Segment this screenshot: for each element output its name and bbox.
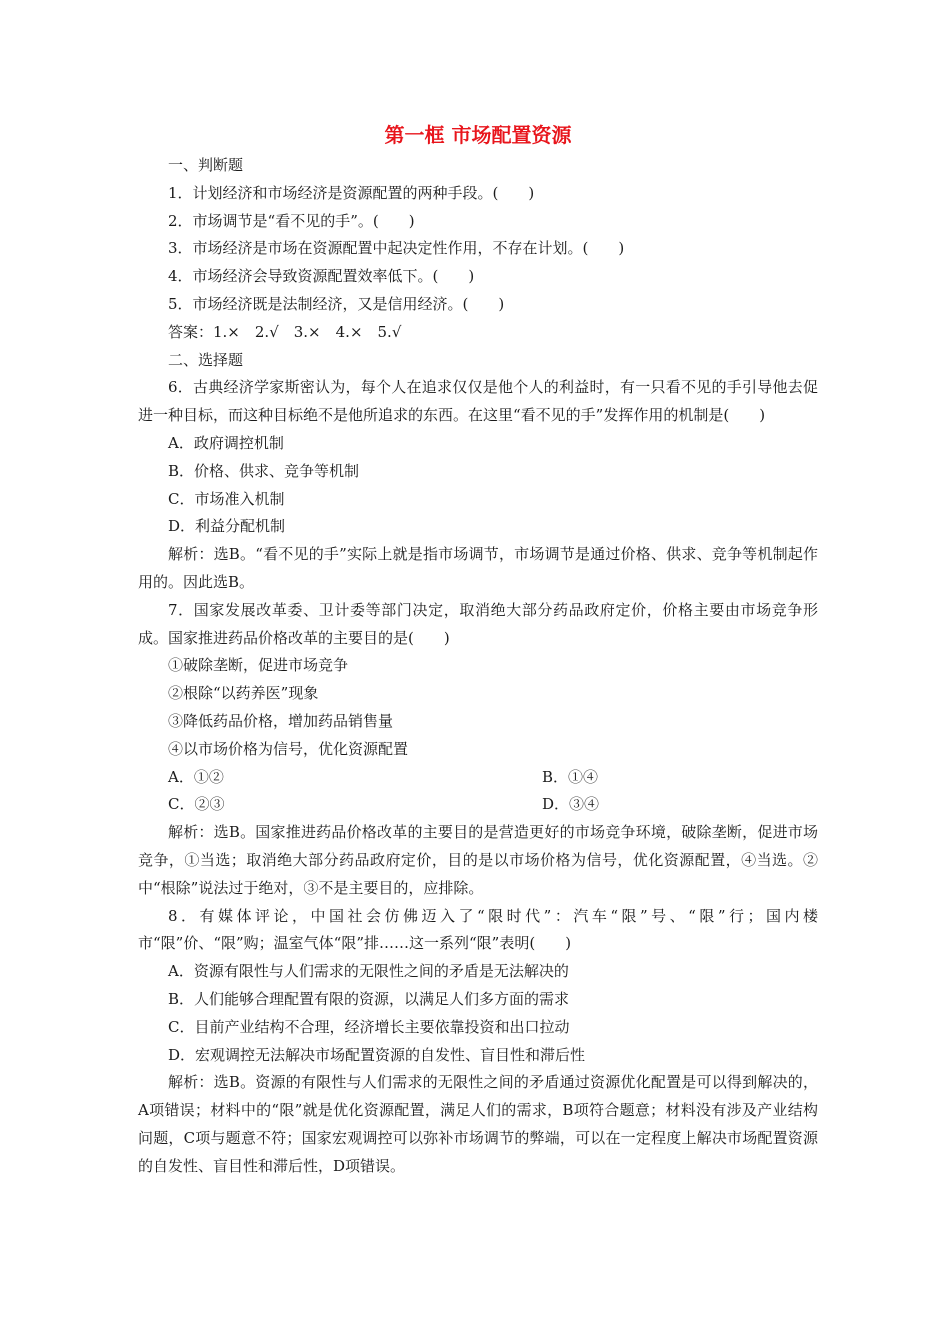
judge-item-1: 1．计划经济和市场经济是资源配置的两种手段。( ) (168, 183, 535, 202)
q7-item-3: ③降低药品价格，增加药品销售量 (168, 711, 394, 730)
judge-item-2: 2．市场调节是“看不见的手”。( ) (168, 211, 415, 230)
q7-option-d: D．③④ (542, 795, 600, 814)
q7-item-1: ①破除垄断，促进市场竞争 (168, 656, 349, 675)
q8-stem: 8．有媒体评论，中国社会仿佛迈入了“限时代”：汽车“限”号、“限”行；国内楼市“限”价、“限”购；温室气体“限”排……这一系列“限”表明( ) (138, 906, 818, 953)
judge-item-4: 4．市场经济会导致资源配置效率低下。( ) (168, 267, 475, 286)
section-heading-choice: 二、选择题 (168, 350, 244, 369)
judge-answer: 答案：1.× 2.√ 3.× 4.× 5.√ (168, 322, 402, 341)
q8-option-b: B．人们能够合理配置有限的资源，以满足人们多方面的需求 (168, 989, 570, 1008)
section-heading-judge: 一、判断题 (168, 156, 244, 174)
q8-option-d: D．宏观调控无法解决市场配置资源的自发性、盲目性和滞后性 (168, 1045, 586, 1064)
q6-stem: 6．古典经济学家斯密认为，每个人在追求仅仅是他个人的利益时，有一只看不见的手引导他去促进一种目标，而这种目标绝不是他所追求的东西。在这里“看不见的手”发挥作用的机制是( ) (138, 378, 818, 425)
q6-option-c: C．市场准入机制 (168, 489, 285, 508)
q6-option-a: A．政府调控机制 (168, 433, 284, 452)
q6-analysis: 解析：选B。“看不见的手”实际上就是指市场调节，市场调节是通过价格、供求、竞争等机制起作用的。因此选B。 (138, 545, 818, 591)
page-title: 第一框 市场配置资源 (384, 123, 572, 147)
q7-stem: 7．国家发展改革委、卫计委等部门决定，取消绝大部分药品政府定价，价格主要由市场竞争形成。国家推进药品价格改革的主要目的是( ) (138, 600, 818, 647)
q7-item-4: ④以市场价格为信号，优化资源配置 (168, 739, 409, 758)
q6-option-d: D．利益分配机制 (168, 517, 286, 536)
judge-item-3: 3．市场经济是市场在资源配置中起决定性作用，不存在计划。( ) (168, 239, 625, 258)
q7-analysis: 解析：选B。国家推进药品价格改革的主要目的是营造更好的市场竞争环境，破除垄断，促进市场竞争，①当选；取消绝大部分药品政府定价，目的是以市场价格为信号，优化资源配置，④当选。②中“根除”说法过于绝对，③不是主要目的，应排除。 (138, 823, 818, 897)
q7-options-row-2 (138, 791, 818, 819)
q6-option-b: B．价格、供求、竞争等机制 (168, 461, 360, 480)
judge-item-5: 5．市场经济既是法制经济，又是信用经济。( ) (168, 294, 505, 313)
q8-analysis: 解析：选B。资源的有限性与人们需求的无限性之间的矛盾通过资源优化配置是可以得到解决的，A项错误；材料中的“限”就是优化资源配置，满足人们的需求，B项符合题意；材料没有涉及产业结构问题，C项与题意不符；国家宏观调控可以弥补市场调节的弊端，可以在一定程度上解决市场配置资源的自发性、盲目性和滞后性，D项错误。 (138, 1073, 818, 1175)
q7-option-c: C．②③ (168, 795, 225, 814)
q8-option-a: A．资源有限性与人们需求的无限性之间的矛盾是无法解决的 (168, 962, 569, 981)
q7-option-a: A．①② (168, 767, 224, 786)
q7-option-b: B．①④ (542, 767, 599, 786)
q7-item-2: ②根除“以药养医”现象 (168, 684, 319, 703)
document-page (138, 118, 818, 1180)
q8-option-c: C．目前产业结构不合理，经济增长主要依靠投资和出口拉动 (168, 1017, 570, 1036)
q7-options-row-1 (138, 764, 818, 792)
